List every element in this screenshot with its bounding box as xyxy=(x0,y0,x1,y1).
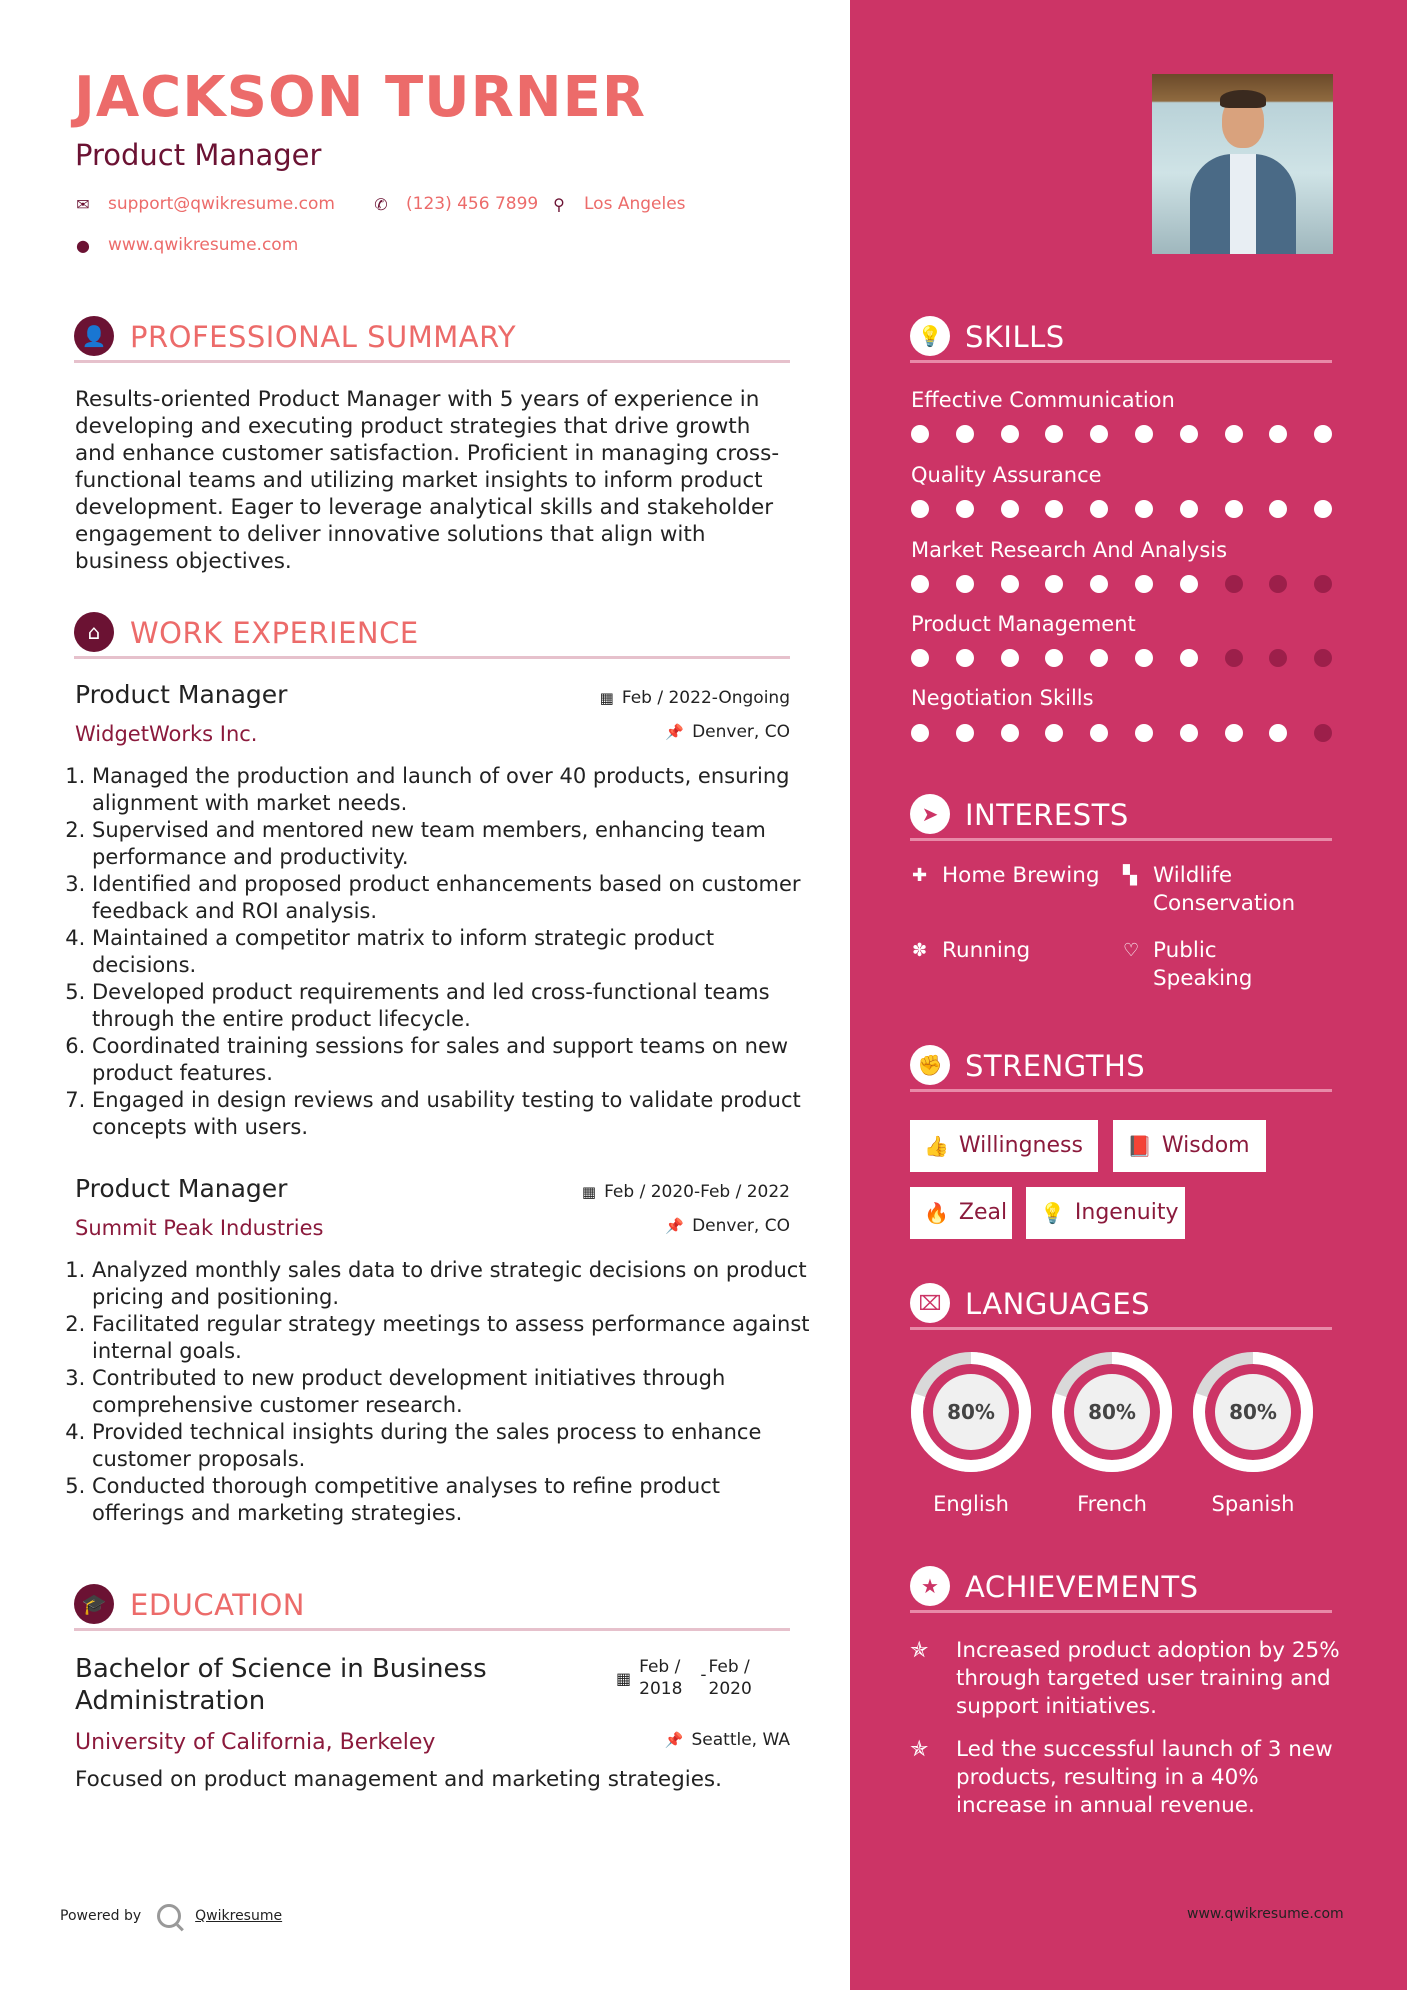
skill-name: Product Management xyxy=(911,612,1136,636)
duty-item: 5. Developed product requirements and led cross-functional teams through the entire product lifecycle. xyxy=(92,979,817,1033)
strength-label: Wisdom xyxy=(1161,1133,1250,1158)
skill-dot xyxy=(1180,575,1198,593)
language-item xyxy=(1050,1350,1174,1516)
strength-tag xyxy=(910,1187,1012,1239)
skill-dot xyxy=(956,649,974,667)
job-company: Summit Peak Industries xyxy=(75,1216,324,1240)
strength-tag xyxy=(910,1120,1098,1172)
interests-title: INTERESTS xyxy=(965,798,1129,832)
calendar-icon: ▦ xyxy=(616,1669,632,1688)
job-dates-text: Feb / 2020-Feb / 2022 xyxy=(604,1182,790,1202)
profile-photo xyxy=(1152,74,1333,254)
skill-dot xyxy=(1135,425,1153,443)
graduation-icon: 🎓 xyxy=(74,1584,114,1624)
skill-dot xyxy=(1045,649,1063,667)
interest-label: Wildlife Conservation xyxy=(1153,863,1296,916)
phone-icon: ✆ xyxy=(374,194,388,214)
interest-label: Home Brewing xyxy=(942,863,1100,888)
education-end-line1: Feb / xyxy=(708,1657,750,1677)
skill-dot xyxy=(1225,724,1243,742)
skill-dot xyxy=(911,575,929,593)
qwikresume-logo-icon xyxy=(157,1904,181,1928)
language-item xyxy=(909,1350,1033,1516)
skill-dot xyxy=(1090,724,1108,742)
skill-dot xyxy=(1225,575,1243,593)
skill-dot xyxy=(1090,425,1108,443)
thumbs-up-icon: 👍 xyxy=(924,1134,949,1158)
website-text: www.qwikresume.com xyxy=(108,235,299,255)
powered-by[interactable] xyxy=(60,1904,282,1928)
job-duties xyxy=(70,763,817,1141)
experience-header xyxy=(74,612,790,659)
skill-dot xyxy=(1269,575,1287,593)
skill-dot xyxy=(1225,649,1243,667)
skill-rating xyxy=(911,724,1331,744)
date-separator: - xyxy=(700,1665,707,1685)
interests-header xyxy=(910,794,1332,841)
education-title: EDUCATION xyxy=(130,1588,306,1622)
skill-dot xyxy=(1001,425,1019,443)
job-dates xyxy=(560,688,790,718)
phone-text: (123) 456 7899 xyxy=(406,194,539,214)
skill-dot xyxy=(1269,500,1287,518)
education-location xyxy=(560,1730,790,1760)
skill-dot xyxy=(1001,500,1019,518)
language-name: English xyxy=(933,1492,1009,1516)
achievements-header xyxy=(910,1566,1332,1613)
star-icon: ★ xyxy=(910,1566,950,1606)
strength-label: Willingness xyxy=(958,1133,1083,1158)
skill-dot xyxy=(1135,500,1153,518)
interest-label: Public Speaking xyxy=(1153,938,1253,991)
contact-location xyxy=(550,194,686,214)
achievement-item xyxy=(910,1736,1340,1820)
job-location xyxy=(560,722,790,752)
interest-item xyxy=(912,937,1122,965)
skill-dot xyxy=(911,425,929,443)
strength-tag xyxy=(1113,1120,1266,1172)
skill-dot xyxy=(1045,500,1063,518)
skill-dot xyxy=(1314,724,1332,742)
job-location-text: Denver, CO xyxy=(692,1216,790,1236)
lightbulb-icon: 💡 xyxy=(1040,1201,1065,1225)
gauge-percent-label: 80% xyxy=(947,1400,995,1424)
language-gauge xyxy=(1050,1350,1174,1474)
skill-dot xyxy=(1225,425,1243,443)
skill-dot xyxy=(1225,500,1243,518)
skill-dot xyxy=(1045,425,1063,443)
skill-rating xyxy=(911,425,1331,445)
education-location-text: Seattle, WA xyxy=(691,1730,790,1750)
skill-dot xyxy=(1001,575,1019,593)
skill-dot xyxy=(1090,500,1108,518)
skill-dot xyxy=(1314,649,1332,667)
duty-item: 6. Coordinated training sessions for sales and support teams on new product features. xyxy=(92,1033,817,1087)
puzzle-icon: ✚ xyxy=(912,865,928,886)
paw-icon: ✽ xyxy=(912,940,928,961)
skill-name: Market Research And Analysis xyxy=(911,538,1228,562)
skill-dot xyxy=(1180,500,1198,518)
contact-email[interactable] xyxy=(74,194,335,214)
education-dates xyxy=(616,1656,752,1700)
experience-title: WORK EXPERIENCE xyxy=(130,616,419,650)
skills-header xyxy=(910,316,1332,363)
education-start-line2: 2018 xyxy=(639,1679,683,1699)
languages-title: LANGUAGES xyxy=(965,1287,1151,1321)
strengths-header xyxy=(910,1045,1332,1092)
job-title: Product Manager xyxy=(75,680,288,709)
book-icon: 📕 xyxy=(1127,1134,1152,1158)
summary-title: PROFESSIONAL SUMMARY xyxy=(130,320,517,354)
education-school: University of California, Berkeley xyxy=(75,1730,436,1755)
education-start xyxy=(639,1656,682,1700)
achievement-item xyxy=(910,1637,1340,1721)
skill-dot xyxy=(911,724,929,742)
skill-dot xyxy=(956,575,974,593)
language-name: Spanish xyxy=(1211,1492,1295,1516)
job-dates xyxy=(560,1182,790,1212)
skill-rating xyxy=(911,575,1331,595)
fist-icon: ✊ xyxy=(910,1045,950,1085)
globe-icon: ● xyxy=(76,235,90,255)
education-header xyxy=(74,1584,790,1631)
duty-item: 1. Managed the production and launch of over 40 products, ensuring alignment with market needs. xyxy=(92,763,817,817)
interest-item xyxy=(912,862,1122,890)
skill-dot xyxy=(1045,575,1063,593)
skill-dot xyxy=(1090,649,1108,667)
duty-item: 4. Provided technical insights during the sales process to enhance customer proposals. xyxy=(92,1419,817,1473)
job-company: WidgetWorks Inc. xyxy=(75,722,258,746)
summary-header xyxy=(74,316,790,363)
email-text: support@qwikresume.com xyxy=(108,194,335,214)
skill-dot xyxy=(1135,724,1153,742)
skill-dot xyxy=(1180,724,1198,742)
paper-plane-icon: ➤ xyxy=(910,794,950,834)
heartbeat-icon: ♡ xyxy=(1123,940,1140,961)
duty-item: 1. Analyzed monthly sales data to drive strategic decisions on product pricing and positioning. xyxy=(92,1257,817,1311)
star-icon: ✯ xyxy=(910,1638,929,1663)
duty-item: 3. Identified and proposed product enhancements based on customer feedback and ROI analysis. xyxy=(92,871,817,925)
skill-dot xyxy=(1314,500,1332,518)
summary-text: Results-oriented Product Manager with 5 years of experience in developing and executing product strategies that drive growth and enhance customer satisfaction. Proficient in managing cross-functional teams and utilizing market insights to inform product development. Eager to leverage analytical skills and stakeholder engagement to deliver innovative solutions that align with business objectives. xyxy=(75,387,780,574)
language-item xyxy=(1191,1350,1315,1516)
fire-icon: 🔥 xyxy=(924,1201,949,1225)
interest-item xyxy=(1123,862,1333,918)
brand-link[interactable]: Qwikresume xyxy=(195,1908,283,1924)
pin-icon: 📌 xyxy=(665,1217,685,1235)
achievement-text: Led the successful launch of 3 new products, resulting in a 40% increase in annual revenue. xyxy=(956,1737,1333,1818)
skill-dot xyxy=(1001,724,1019,742)
language-icon: ⌧ xyxy=(910,1283,950,1323)
duty-item: 4. Maintained a competitor matrix to inform strategic product decisions. xyxy=(92,925,817,979)
language-gauge xyxy=(909,1350,1033,1474)
skill-dot xyxy=(1135,575,1153,593)
skill-dot xyxy=(956,425,974,443)
skill-name: Quality Assurance xyxy=(911,463,1102,487)
education-description: Focused on product management and marketing strategies. xyxy=(75,1767,722,1792)
achievements-title: ACHIEVEMENTS xyxy=(965,1570,1199,1604)
skill-name: Effective Communication xyxy=(911,388,1175,412)
skill-dot xyxy=(1001,649,1019,667)
strength-label: Ingenuity xyxy=(1074,1200,1179,1225)
calendar-icon: ▦ xyxy=(599,689,614,707)
skill-dot xyxy=(1180,425,1198,443)
calendar-icon: ▦ xyxy=(581,1183,597,1201)
pin-icon: 📌 xyxy=(664,1731,684,1749)
map-icon: ▚ xyxy=(1123,865,1137,886)
gauge-percent-label: 80% xyxy=(1088,1400,1136,1424)
skill-dot xyxy=(1269,649,1287,667)
duty-item: 3. Contributed to new product development initiatives through comprehensive customer research. xyxy=(92,1365,817,1419)
location-text: Los Angeles xyxy=(584,194,686,214)
interest-label: Running xyxy=(942,938,1031,963)
skill-dot xyxy=(1269,425,1287,443)
pin-icon: 📌 xyxy=(665,723,685,741)
language-gauge xyxy=(1191,1350,1315,1474)
duty-item: 7. Engaged in design reviews and usability testing to validate product concepts with users. xyxy=(92,1087,817,1141)
education-start-line1: Feb / xyxy=(639,1657,681,1677)
skill-dot xyxy=(1090,575,1108,593)
skill-dot xyxy=(956,500,974,518)
languages-header xyxy=(910,1283,1332,1330)
candidate-role: Product Manager xyxy=(75,138,322,172)
chair-icon: ⌂ xyxy=(74,612,114,652)
interest-item xyxy=(1123,937,1303,993)
map-marker-icon: ⚲ xyxy=(553,194,565,214)
duty-item: 2. Supervised and mentored new team members, enhancing team performance and productivity. xyxy=(92,817,817,871)
envelope-icon: ✉ xyxy=(76,194,90,214)
education-degree: Bachelor of Science in Business Administration xyxy=(75,1654,487,1716)
education-end-line2: 2020 xyxy=(708,1679,752,1699)
language-name: French xyxy=(1077,1492,1147,1516)
duty-item: 5. Conducted thorough competitive analyses to refine product offerings and marketing strategies. xyxy=(92,1473,817,1527)
contact-phone[interactable] xyxy=(372,194,538,214)
strengths-title: STRENGTHS xyxy=(965,1049,1146,1083)
job-title: Product Manager xyxy=(75,1174,288,1203)
strength-label: Zeal xyxy=(958,1200,1008,1225)
job-location xyxy=(560,1216,790,1246)
skill-dot xyxy=(911,649,929,667)
candidate-name: JACKSON TURNER xyxy=(74,65,647,130)
skill-dot xyxy=(911,500,929,518)
duty-item: 2. Facilitated regular strategy meetings to assess performance against internal goals. xyxy=(92,1311,817,1365)
skill-dot xyxy=(1135,649,1153,667)
gauge-percent-label: 80% xyxy=(1229,1400,1277,1424)
skill-dot xyxy=(1314,575,1332,593)
skill-dot xyxy=(956,724,974,742)
skill-dot xyxy=(1180,649,1198,667)
job-duties xyxy=(70,1257,817,1527)
lightbulb-icon: 💡 xyxy=(910,316,950,356)
education-end xyxy=(709,1656,752,1700)
skill-dot xyxy=(1314,425,1332,443)
skill-name: Negotiation Skills xyxy=(911,686,1094,710)
skill-dot xyxy=(1045,724,1063,742)
strength-tag xyxy=(1026,1187,1185,1239)
user-icon: 👤 xyxy=(74,316,114,356)
powered-by-label: Powered by xyxy=(60,1908,142,1924)
skill-rating xyxy=(911,500,1331,520)
star-icon: ✯ xyxy=(910,1737,929,1762)
footer-website[interactable]: www.qwikresume.com xyxy=(1187,1906,1344,1922)
job-location-text: Denver, CO xyxy=(692,722,790,742)
skills-title: SKILLS xyxy=(965,320,1065,354)
achievement-text: Increased product adoption by 25% through targeted user training and support initiatives. xyxy=(956,1638,1340,1719)
contact-website[interactable] xyxy=(74,235,298,255)
job-dates-text: Feb / 2022-Ongoing xyxy=(621,688,790,708)
skill-rating xyxy=(911,649,1331,669)
skill-dot xyxy=(1269,724,1287,742)
